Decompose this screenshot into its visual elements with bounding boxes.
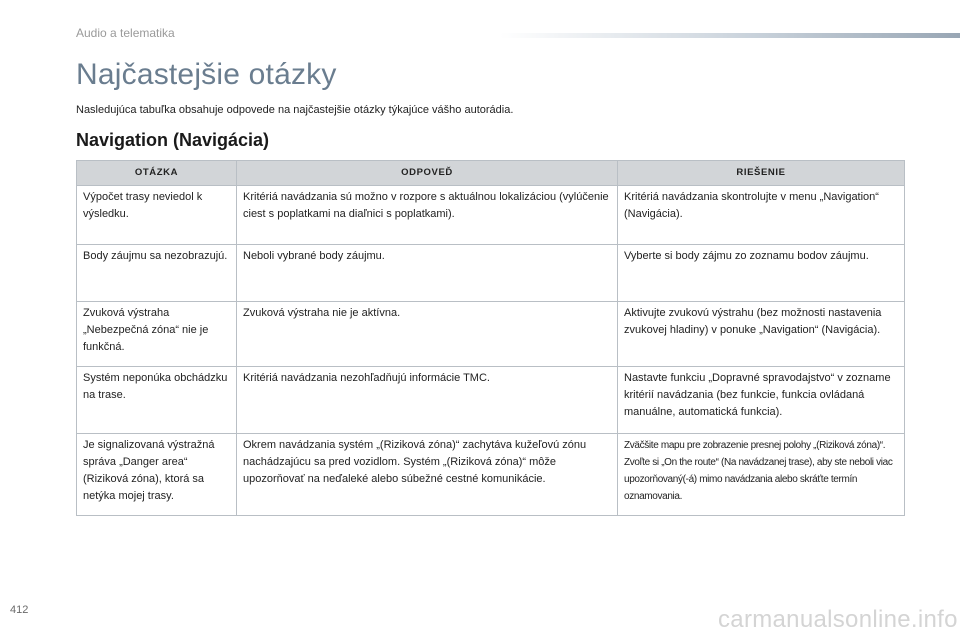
header-question: OTÁZKA	[77, 161, 237, 186]
table-header-row	[77, 161, 905, 186]
solution-cell: Nastavte funkciu „Dopravné spravodajstvo“ v zozname kritérií navádzania (bez funkcie, funkcia ovládaná manuálne, automatická funkcia).	[618, 367, 905, 434]
header-rule	[500, 33, 960, 38]
table-row	[77, 302, 905, 367]
section-subtitle: Navigation (Navigácia)	[76, 130, 270, 150]
answer-cell: Zvuková výstraha nie je aktívna.	[237, 302, 618, 367]
solution-cell: Zväčšite mapu pre zobrazenie presnej polohy „(Riziková zóna)“. Zvoľte si „On the route“ (Na navádzanej trase), aby ste neboli viac upozorňovaný(-á) mimo navádzania alebo skráťte termín oznamovania.	[618, 434, 905, 516]
answer-cell: Kritériá navádzania sú možno v rozpore s aktuálnou lokalizáciou (vylúčenie ciest s poplatkami na diaľnici s poplatkami).	[237, 186, 618, 245]
page-number: 412	[10, 604, 29, 616]
intro-text: Nasledujúca tabuľka obsahuje odpovede na najčastejšie otázky týkajúce vášho autorádia.	[76, 104, 514, 116]
page-title: Najčastejšie otázky	[76, 58, 337, 91]
answer-cell: Neboli vybrané body záujmu.	[237, 245, 618, 302]
table-row	[77, 245, 905, 302]
watermark: carmanualsonline.info	[718, 606, 958, 633]
solution-cell: Aktivujte zvukovú výstrahu (bez možnosti nastavenia zvukovej hladiny) v ponuke „Navigation“ (Navigácia).	[618, 302, 905, 367]
question-cell: Je signalizovaná výstražná správa „Danger area“ (Riziková zóna), ktorá sa netýka mojej trasy.	[77, 434, 237, 516]
question-cell: Výpočet trasy neviedol k výsledku.	[77, 186, 237, 245]
faq-table	[76, 160, 905, 516]
question-cell: Systém neponúka obchádzku na trase.	[77, 367, 237, 434]
question-cell: Body záujmu sa nezobrazujú.	[77, 245, 237, 302]
table-row	[77, 186, 905, 245]
table-row	[77, 434, 905, 516]
header-solution: RIEŠENIE	[618, 161, 905, 186]
table-row	[77, 367, 905, 434]
header-answer: ODPOVEĎ	[237, 161, 618, 186]
solution-cell: Kritériá navádzania skontrolujte v menu „Navigation“ (Navigácia).	[618, 186, 905, 245]
solution-cell: Vyberte si body zájmu zo zoznamu bodov záujmu.	[618, 245, 905, 302]
answer-cell: Kritériá navádzania nezohľadňujú informácie TMC.	[237, 367, 618, 434]
section-label: Audio a telematika	[76, 26, 175, 40]
question-cell: Zvuková výstraha „Nebezpečná zóna“ nie je funkčná.	[77, 302, 237, 367]
answer-cell: Okrem navádzania systém „(Riziková zóna)“ zachytáva kužeľovú zónu nachádzajúcu sa pred vozidlom. Systém „(Riziková zóna)“ môže upozorňovať na neďaleké alebo súbežné cestné komunikácie.	[237, 434, 618, 516]
